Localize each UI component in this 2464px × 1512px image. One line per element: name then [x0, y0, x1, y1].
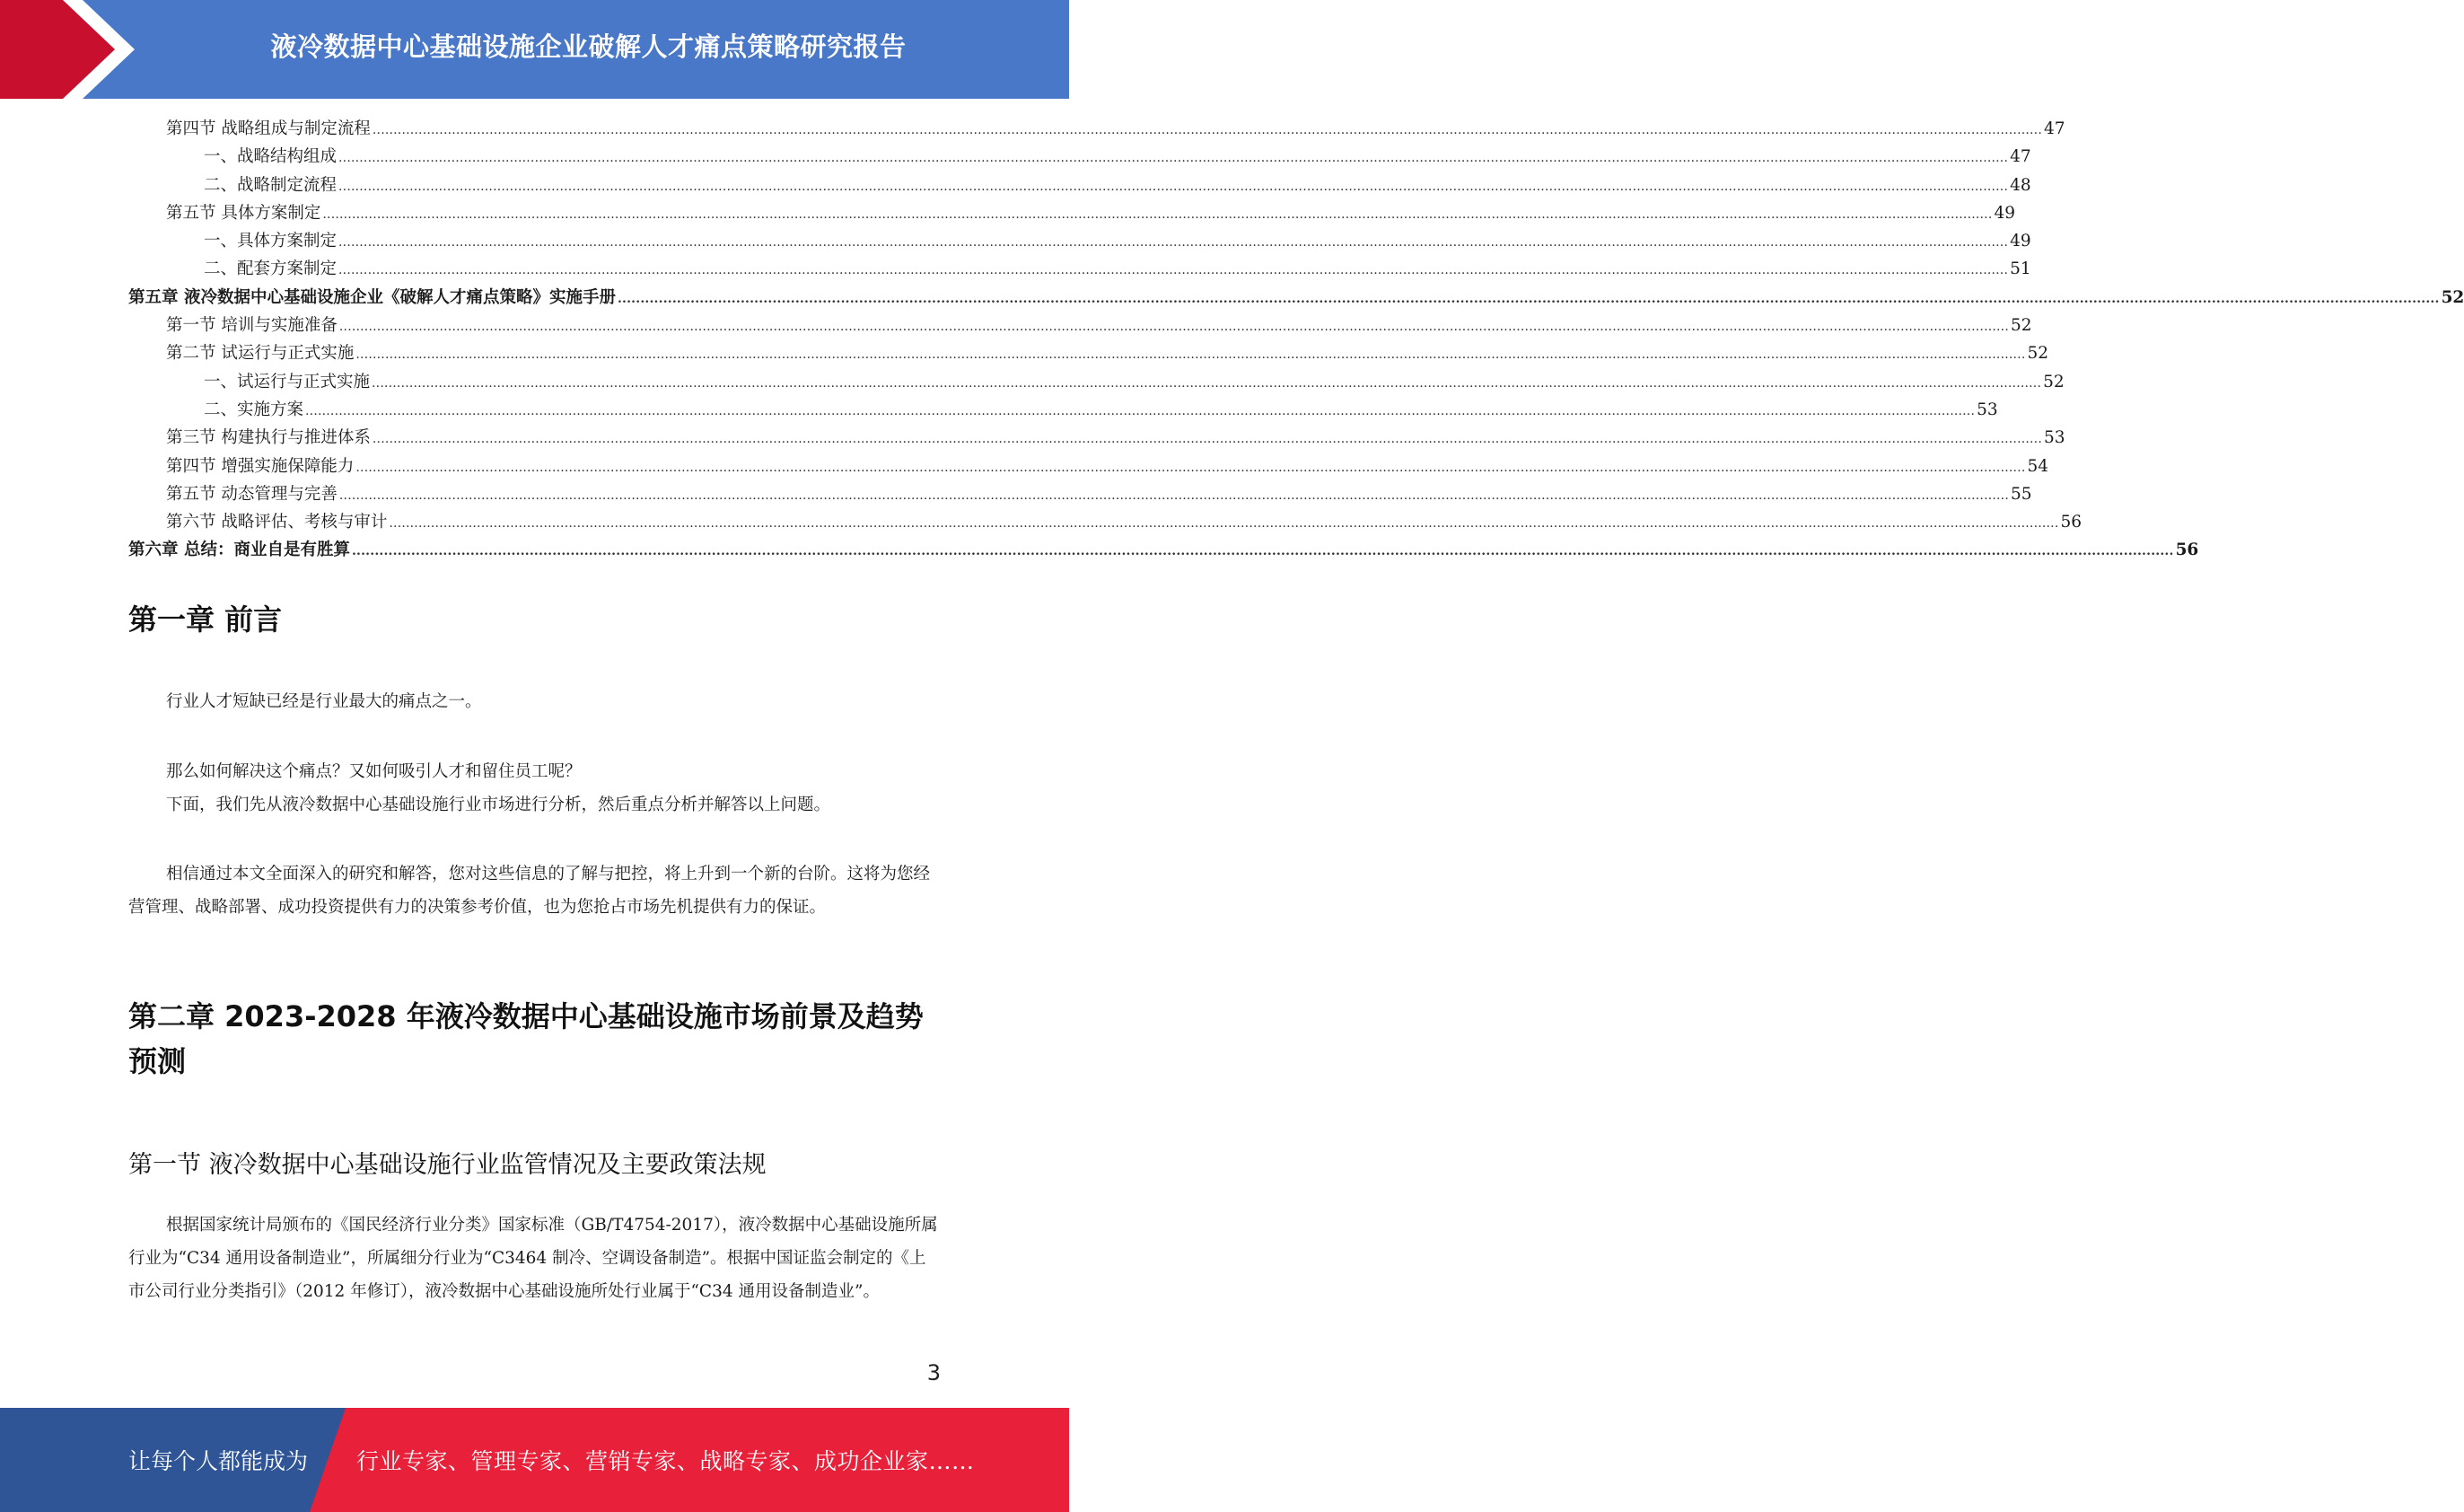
chapter-2-section-1-heading: 第一节 液冷数据中心基础设施行业监管情况及主要政策法规: [128, 1151, 767, 1179]
toc-entry[interactable]: [128, 536, 2199, 564]
toc-entry-page: 51: [2010, 259, 2031, 279]
toc-entry-page: 52: [2441, 287, 2464, 307]
toc-entry[interactable]: [128, 143, 2031, 171]
toc-entry-title: 第五章 液冷数据中心基础设施企业《破解人才痛点策略》实施手册: [128, 287, 616, 307]
toc-entry-title: 第四节 战略组成与制定流程: [166, 119, 371, 138]
toc-leader-dots: ................................................................................................................................................................................................................................................................................................................................................................................................................: [355, 460, 2026, 475]
toc-leader-dots: ................................................................................................................................................................................................................................................................................................................................................................................................................: [305, 403, 1976, 418]
toc-entry-title: 第三节 构建执行与推进体系: [166, 428, 371, 448]
toc-entry[interactable]: [128, 255, 2031, 283]
toc-entry[interactable]: [128, 284, 2464, 312]
footer-slogan-right: 行业专家、管理专家、营销专家、战略专家、成功企业家……: [356, 1448, 975, 1474]
toc-entry-title: 第五节 动态管理与完善: [166, 484, 338, 504]
chapter-1-paragraph-4: 相信通过本文全面深入的研究和解答，您对这些信息的了解与把控，将上升到一个新的台阶。这将为您经营管理、战略部署、成功投资提供有力的决策参考价值，也为您抢占市场先机提供有力的保证。: [128, 865, 931, 917]
page-footer: [0, 1408, 1069, 1512]
toc-entry-title: 第二节 试运行与正式实施: [166, 344, 355, 364]
toc-entry-page: 54: [2027, 456, 2049, 476]
chapter-2-heading-text: 第二章 2023-2028 年液冷数据中心基础设施市场前景及趋势预测: [128, 999, 924, 1078]
toc-entry-title: 第六章 总结：商业自是有胜算: [128, 541, 350, 560]
toc-entry[interactable]: [128, 480, 2032, 508]
page-number: 3: [926, 1360, 941, 1385]
toc-entry-page: 55: [2010, 484, 2032, 504]
toc-entry-page: 48: [2010, 175, 2031, 195]
chapter-2-heading: [128, 994, 936, 1084]
toc-leader-dots: ................................................................................................................................................................................................................................................................................................................................................................................................................: [372, 123, 2042, 137]
toc-entry-title: 一、具体方案制定: [204, 232, 338, 251]
chapter-1-paragraph-2: 那么如何解决这个痛点？又如何吸引人才和留住员工呢？: [166, 762, 582, 781]
toc-entry-page: 52: [2010, 316, 2032, 336]
toc-entry-page: 49: [1994, 203, 2016, 223]
toc-entry[interactable]: [128, 508, 2083, 536]
chapter-1-paragraph-1: 行业人才短缺已经是行业最大的痛点之一。: [166, 692, 482, 711]
toc-entry-page: 53: [1977, 400, 1998, 419]
toc-leader-dots: ................................................................................................................................................................................................................................................................................................................................................................................................................: [338, 488, 2009, 503]
toc-leader-dots: ................................................................................................................................................................................................................................................................................................................................................................................................................: [338, 320, 2009, 335]
toc-entry-title: 二、配套方案制定: [204, 259, 338, 279]
toc-entry-page: 56: [2060, 513, 2083, 532]
toc-leader-dots: ................................................................................................................................................................................................................................................................................................................................................................................................................: [389, 516, 2059, 532]
chapter-1-paragraph-3: 下面，我们先从液冷数据中心基础设施行业市场进行分析，然后重点分析并解答以上问题。: [166, 796, 831, 814]
toc-leader-dots: ................................................................................................................................................................................................................................................................................................................................................................................................................: [322, 207, 1993, 222]
chapter-2-section-1-paragraph: 根据国家统计局颁布的《国民经济行业分类》国家标准（GB/T4754-2017），液冷数据中心基础设施所属行业为“C34 通用设备制造业”，所属细分行业为“C3464 制冷、空调设备制造”。根据中国证监会制定的《上市公司行业分类指引》（2012 年修订），液冷数据中心基础设施所处行业属于“C34 通用设备制造业”。: [128, 1216, 938, 1301]
toc-leader-dots: ................................................................................................................................................................................................................................................................................................................................................................................................................: [338, 151, 2009, 166]
toc-entry[interactable]: [128, 199, 2016, 227]
toc-entry[interactable]: [128, 396, 1998, 424]
toc-entry[interactable]: [128, 453, 2049, 480]
toc-entry-title: 第四节 增强实施保障能力: [166, 456, 355, 476]
toc-leader-dots: ................................................................................................................................................................................................................................................................................................................................................................................................................: [617, 291, 2440, 306]
toc-entry[interactable]: [128, 115, 2065, 143]
toc-entry-page: 47: [2010, 147, 2031, 167]
chapter-1-heading: 第一章 前言: [128, 602, 283, 637]
toc-entry-title: 二、战略制定流程: [204, 175, 338, 195]
toc-entry-title: 一、试运行与正式实施: [204, 372, 371, 391]
toc-entry[interactable]: [128, 368, 2065, 396]
toc-entry-page: 49: [2010, 232, 2031, 251]
toc-entry-title: 第六节 战略评估、考核与审计: [166, 513, 388, 532]
toc-entry-page: 52: [2043, 372, 2065, 391]
toc-entry[interactable]: [128, 424, 2065, 452]
toc-leader-dots: ................................................................................................................................................................................................................................................................................................................................................................................................................: [338, 263, 2009, 278]
toc-entry-page: 53: [2043, 428, 2065, 448]
toc-entry[interactable]: [128, 312, 2032, 339]
header-title: 液冷数据中心基础设施企业破解人才痛点策略研究报告: [270, 31, 907, 62]
toc-leader-dots: ................................................................................................................................................................................................................................................................................................................................................................................................................: [338, 179, 2009, 194]
toc-leader-dots: ................................................................................................................................................................................................................................................................................................................................................................................................................: [355, 347, 2026, 363]
toc-entry[interactable]: [128, 339, 2049, 367]
toc-leader-dots: ................................................................................................................................................................................................................................................................................................................................................................................................................: [351, 544, 2174, 559]
toc-entry-title: 第一节 培训与实施准备: [166, 316, 338, 336]
toc-entry-page: 47: [2043, 119, 2065, 138]
page-header: [0, 0, 1069, 99]
toc-leader-dots: ................................................................................................................................................................................................................................................................................................................................................................................................................: [372, 375, 2042, 391]
toc-entry[interactable]: [128, 227, 2031, 255]
footer-slogan-left: 让每个人都能成为: [128, 1448, 309, 1474]
toc-leader-dots: ................................................................................................................................................................................................................................................................................................................................................................................................................: [338, 235, 2009, 251]
toc-entry-title: 一、战略结构组成: [204, 147, 338, 167]
toc-entry-title: 第五节 具体方案制定: [166, 203, 321, 223]
toc-entry[interactable]: [128, 171, 2031, 199]
toc-entry-page: 52: [2027, 344, 2049, 364]
toc-leader-dots: ................................................................................................................................................................................................................................................................................................................................................................................................................: [372, 432, 2042, 447]
toc-entry-title: 二、实施方案: [204, 400, 304, 419]
table-of-contents: [128, 115, 2464, 565]
toc-entry-page: 56: [2175, 541, 2199, 560]
